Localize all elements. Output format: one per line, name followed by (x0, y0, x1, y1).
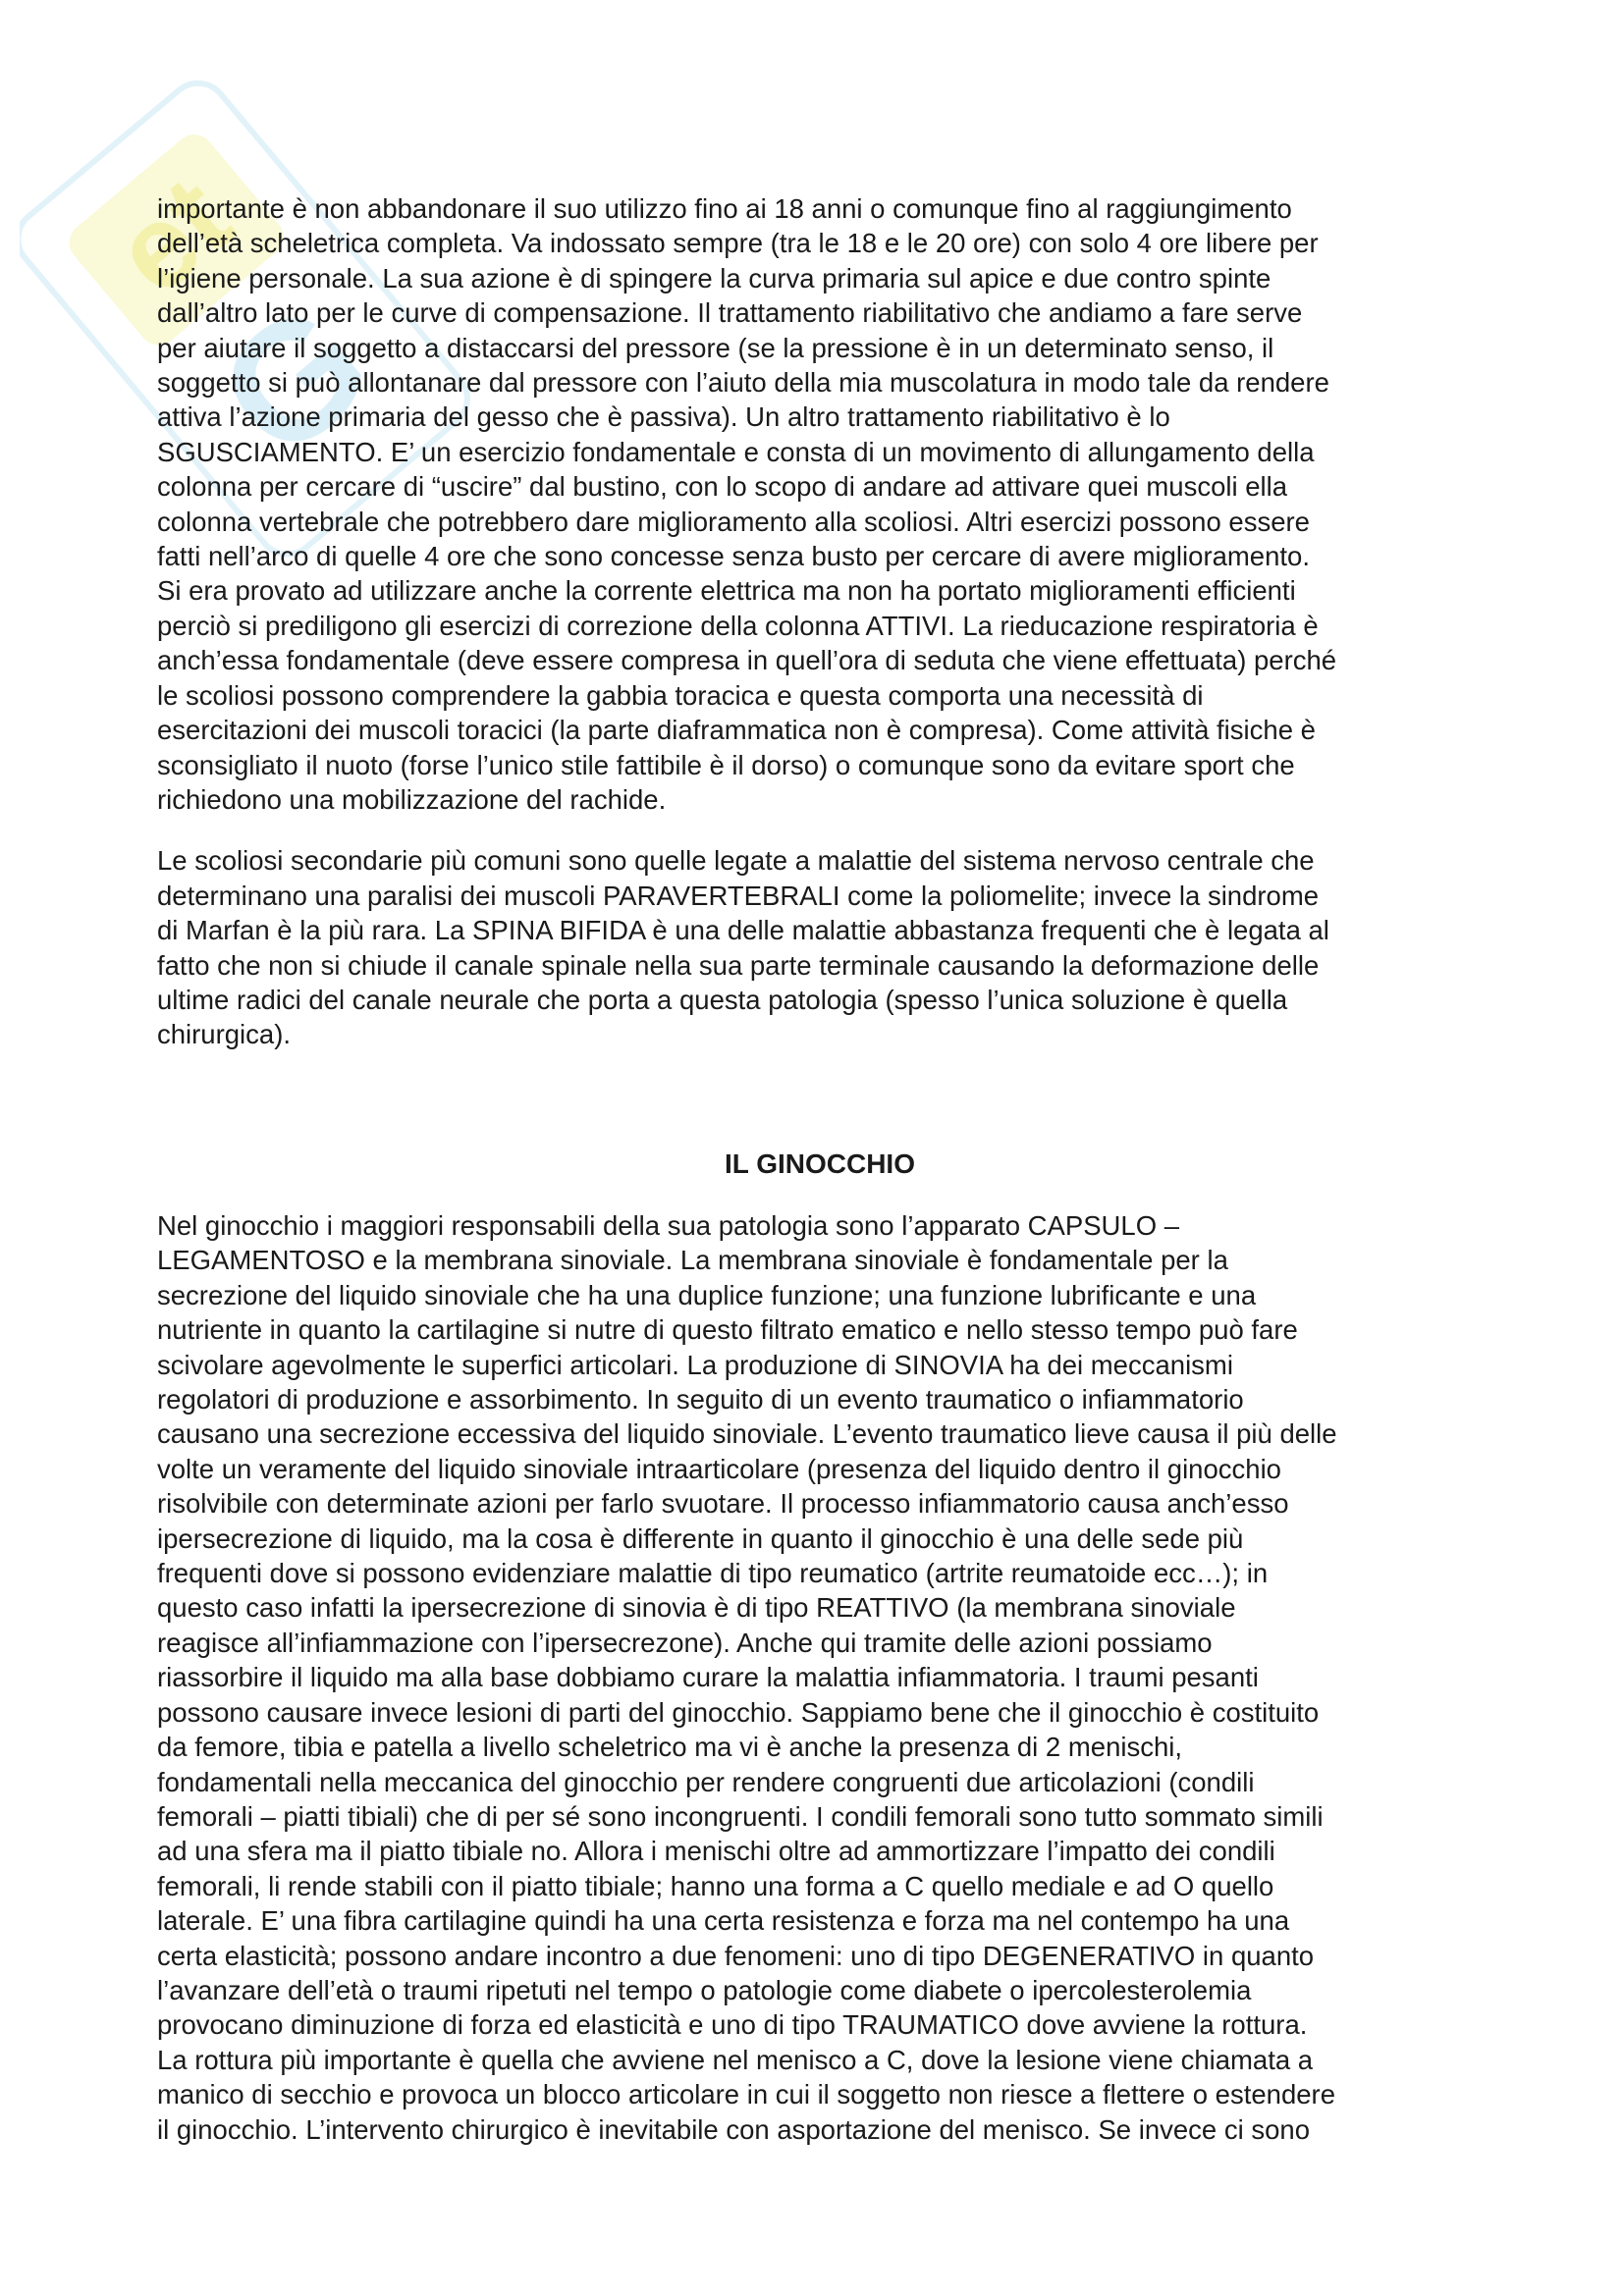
text-line: le scoliosi possono comprendere la gabbia toracica e questa comporta una necessità di (157, 679, 1204, 711)
text-line: SGUSCIAMENTO. E’ un esercizio fondamentale e consta di un movimento di allungamento della (157, 436, 1315, 467)
svg-text:et: et (89, 151, 255, 320)
text-line: sconsigliato il nuoto (forse l’unico stile fattibile è il dorso) o comunque sono da evitare sport che (157, 749, 1295, 780)
text-line: importante è non abbandonare il suo utilizzo fino ai 18 anni o comunque fino al raggiungimento (157, 193, 1292, 224)
text-line: possono causare invece lesioni di parti del ginocchio. Sappiamo bene che il ginocchio è costituito (157, 1696, 1320, 1728)
text-line: fatto che non si chiude il canale spinale nella sua parte terminale causando la deformazione delle (157, 949, 1320, 981)
text-line: richiedono una mobilizzazione del rachide. (157, 783, 667, 815)
text-line: ad una sfera ma il piatto tibiale no. Allora i menischi oltre ad ammortizzare l’impatto dei condili (157, 1836, 1275, 1867)
text-line: frequenti dove si possono evidenziare malattie di tipo reumatico (artrite reumatoide ecc…); in (157, 1558, 1269, 1589)
section-heading: IL GINOCCHIO (725, 1148, 915, 1179)
paragraph-knee (157, 1208, 1337, 2147)
text-line: Nel ginocchio i maggiori responsabili della sua patologia sono l’apparato CAPSULO – (157, 1210, 1180, 1241)
text-line: ipersecrezione di liquido, ma la cosa è differente in quanto il ginocchio è una delle sede più (157, 1522, 1244, 1554)
text-line: colonna vertebrale che potrebbero dare miglioramento alla scoliosi. Altri esercizi possono essere (157, 506, 1310, 537)
text-line: nutriente in quanto la cartilagine si nutre di questo filtrato ematico e nello stesso tempo può fare (157, 1314, 1298, 1346)
text-line: chirurgica). (157, 1019, 292, 1050)
text-line: questo caso infatti la ipersecrezione di sinovia è di tipo REATTIVO (la membrana sinoviale (157, 1592, 1236, 1624)
text-line: provocano diminuzione di forza ed elasticità e uno di tipo TRAUMATICO dove avviene la rottura. (157, 2009, 1308, 2041)
text-line: per aiutare il soggetto a distaccarsi del pressore (se la pressione è in un determinato senso, il (157, 332, 1274, 363)
text-line: scivolare agevolmente le superfici articolari. La produzione di SINOVIA ha dei meccanismi (157, 1349, 1233, 1380)
text-line: manico di secchio e provoca un blocco articolare in cui il soggetto non riesce a flettere o estendere (157, 2079, 1335, 2110)
text-line: Le scoliosi secondarie più comuni sono quelle legate a malattie del sistema nervoso centrale che (157, 845, 1315, 877)
text-line: secrezione del liquido sinoviale che ha una duplice funzione; una funzione lubrificante e una (157, 1279, 1257, 1310)
svg-text:G: G (185, 267, 405, 494)
text-line: dall’altro lato per le curve di compensazione. Il trattamento riabilitativo che andiamo a fare serve (157, 297, 1303, 329)
text-line: determinano una paralisi dei muscoli PARAVERTEBRALI come la poliomelite; invece la sindrome (157, 880, 1320, 911)
text-line: causano una secrezione eccessiva del liquido sinoviale. L’evento traumatico lieve causa il più delle (157, 1418, 1337, 1450)
text-line: perciò si prediligono gli esercizi di correzione della colonna ATTIVI. La rieducazione respiratoria è (157, 610, 1319, 641)
text-line: l’igiene personale. La sua azione è di spingere la curva primaria sul apice e due contro spinte (157, 262, 1271, 294)
text-line: attiva l’azione primaria del gesso che è passiva). Un altro trattamento riabilitativo è lo (157, 401, 1170, 433)
text-line: certa elasticità; possono andare incontro a due fenomeni: uno di tipo DEGENERATIVO in quanto (157, 1940, 1315, 1971)
text-line: fondamentali nella meccanica del ginocchio per rendere congruenti due articolazioni (condili (157, 1766, 1255, 1797)
text-line: soggetto si può allontanare dal pressore con l’aiuto della mia muscolatura in modo tale da rendere (157, 367, 1329, 399)
paragraph-scoliosis-treatment (157, 191, 1483, 817)
document-body (157, 191, 1483, 2145)
text-line: reagisce all’infiammazione con l’ipersecrezone). Anche qui tramite delle azioni possiamo (157, 1627, 1213, 1658)
text-line: fatti nell’arco di quelle 4 ore che sono concesse senza busto per cercare di avere miglioramento. (157, 541, 1310, 572)
text-line: femorali, li rende stabili con il piatto tibiale; hanno una forma a C quello mediale e ad O quello (157, 1870, 1274, 1901)
text-line: La rottura più importante è quella che avviene nel menisco a C, dove la lesione viene chiamata a (157, 2044, 1314, 2075)
text-line: esercitazioni dei muscoli toracici (la parte diaframmatica non è compresa). Come attività fisiche è (157, 715, 1316, 746)
text-line: il ginocchio. L’intervento chirurgico è inevitabile con asportazione del menisco. Se invece ci sono (157, 2113, 1311, 2145)
text-line: LEGAMENTOSO e la membrana sinoviale. La membrana sinoviale è fondamentale per la (157, 1245, 1228, 1276)
text-line: volte un veramente del liquido sinoviale intraarticolare (presenza del liquido dentro il ginocchio (157, 1453, 1281, 1484)
text-line: laterale. E’ una fibra cartilagine quindi ha una certa resistenza e forza ma nel contempo ha una (157, 1905, 1290, 1937)
text-line: di Marfan è la più rara. La SPINA BIFIDA è una delle malattie abbastanza frequenti che è legata al (157, 915, 1329, 946)
text-line: anch’essa fondamentale (deve essere compresa in quell’ora di seduta che viene effettuata) perché (157, 645, 1337, 676)
text-line: Si era provato ad utilizzare anche la corrente elettrica ma non ha portato miglioramenti efficienti (157, 575, 1296, 607)
paragraph-secondary-scoliosis (157, 843, 1483, 1051)
text-line: femorali – piatti tibiali) che di per sé sono incongruenti. I condili femorali sono tutto sommato simili (157, 1800, 1324, 1832)
text-line: riassorbire il liquido ma alla base dobbiamo curare la malattia infiammatoria. I traumi pesanti (157, 1662, 1259, 1693)
text-line: risolvibile con determinate azioni per farlo svuotare. Il processo infiammatorio causa anch’esso (157, 1488, 1289, 1520)
text-line: ultime radici del canale neurale che porta a questa patologia (spesso l’unica soluzione è quella (157, 984, 1288, 1015)
text-line: da femore, tibia e patella a livello scheletrico ma vi è anche la presenza di 2 menischi, (157, 1732, 1183, 1763)
text-line: colonna per cercare di “uscire” dal bustino, con lo scopo di andare ad attivare quei muscoli ella (157, 471, 1288, 503)
text-line: regolatori di produzione e assorbimento. In seguito di un evento traumatico o infiammatorio (157, 1384, 1244, 1415)
text-line: l’avanzare dell’età o traumi ripetuti nel tempo o patologie come diabete o ipercolesterolemia (157, 1974, 1252, 2005)
text-line: dell’età scheletrica completa. Va indossato sempre (tra le 18 e le 20 ore) con solo 4 ore libere per (157, 228, 1319, 259)
